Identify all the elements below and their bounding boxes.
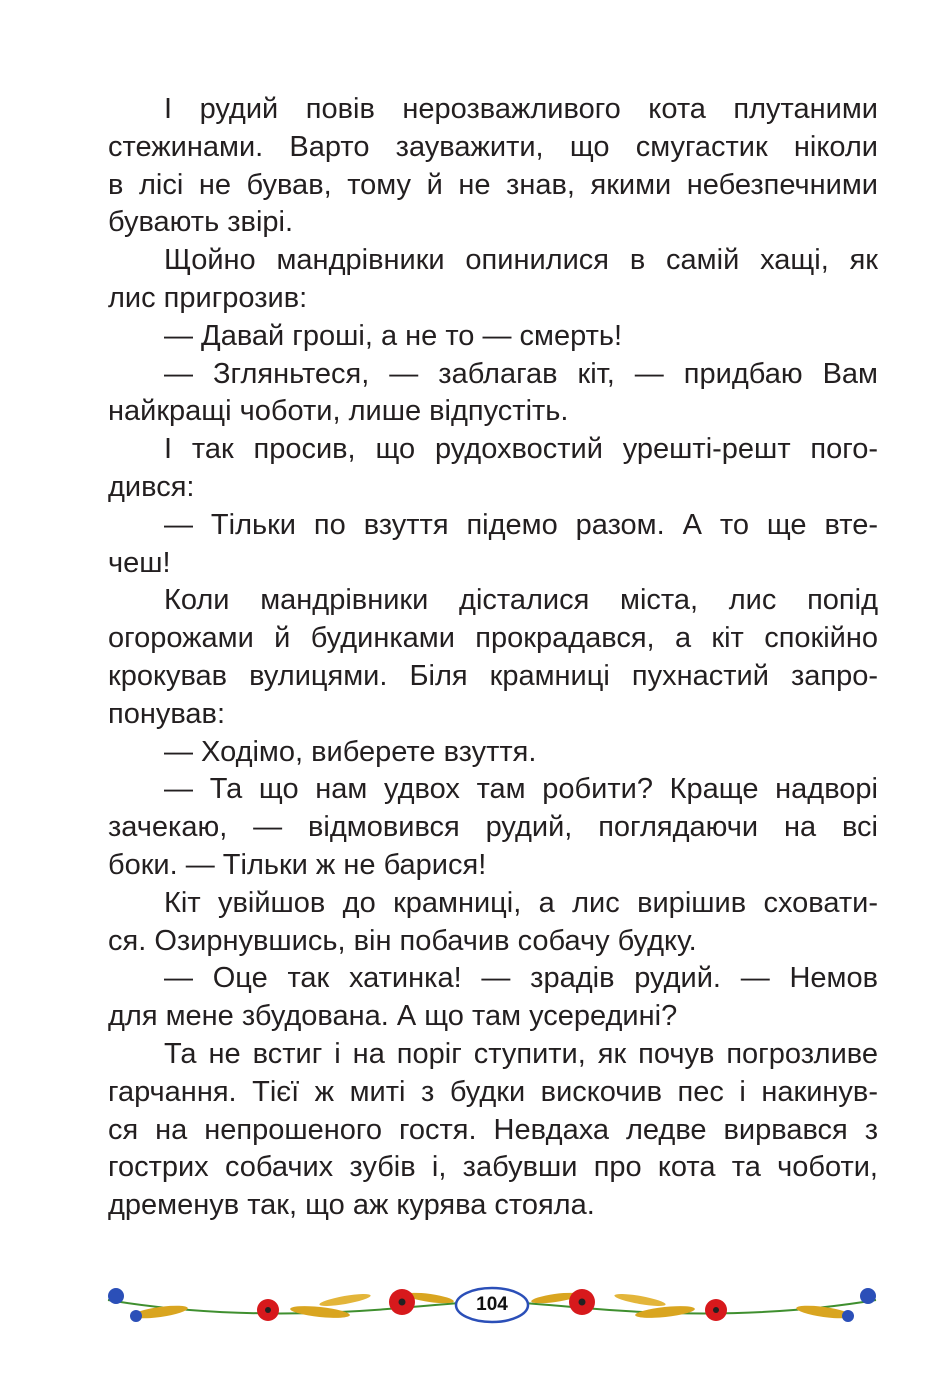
text-line: — Тільки по взуття підемо разом. А то ще вте- [164,508,878,541]
text-line: — Ходімо, виберете взуття. [164,735,537,768]
text-line: найкращі чоботи, лише відпустіть. [108,395,569,428]
page-number: 104 [476,1294,508,1315]
text-line: бувають звірі. [108,206,294,239]
text-line: гарчання. Тієї ж миті з будки вискочив пес і накинув- [108,1075,878,1108]
text-line: І так просив, що рудохвостий урешті-решт пого- [164,433,878,466]
page-body [108,91,878,1225]
footer-ornament [100,1276,884,1340]
text-line: дився: [108,470,195,503]
text-line: І рудий повів нерозважливого кота плутаними [164,93,878,125]
text-line: Та не встиг і на поріг ступити, як почув погрозливе [164,1037,878,1070]
text-line: Коли мандрівники дісталися міста, лис попід [164,584,878,617]
text-line: дременув так, що аж курява стояла. [108,1189,595,1222]
text-line: зачекаю, — відмовився рудий, поглядаючи на всі [108,811,878,844]
text-line: понував: [108,697,226,730]
text-line: — Оце так хатинка! — зрадів рудий. — Немов [164,962,878,995]
text-line: — Згляньтеся, — заблагав кіт, — придбаю Вам [164,357,878,390]
text-line: боки. — Тільки ж не барися! [108,848,487,881]
text-line: огорожами й будинками прокрадався, а кіт спокійно [108,622,878,655]
text-line: Кіт увійшов до крамниці, а лис вирішив сховати- [164,886,878,919]
text-line: ся на непрошеного гостя. Невдаха ледве вирвався з [108,1113,878,1146]
text-line: Щойно мандрівники опинилися в самій хащі, як [164,244,878,277]
text-line: стежинами. Варто зауважити, що смугастик ніколи [108,130,878,163]
text-line: — Та що нам удвох там робити? Краще надворі [164,773,878,806]
text-line: ся. Озирнувшись, він побачив собачу будку. [108,924,697,957]
text-line: крокував вулицями. Біля крамниці пухнастий запро- [108,659,878,692]
text-line: лис пригрозив: [108,281,308,314]
text-line: гострих собачих зубів і, забувши про кота та чоботи, [108,1151,878,1184]
text-line: в лісі не бував, тому й не знав, якими небезпечними [108,168,878,201]
text-line: — Давай гроші, а не то — смерть! [164,319,623,352]
text-line: для мене збудована. А що там усередині? [108,1000,678,1033]
text-line: чеш! [108,546,171,579]
